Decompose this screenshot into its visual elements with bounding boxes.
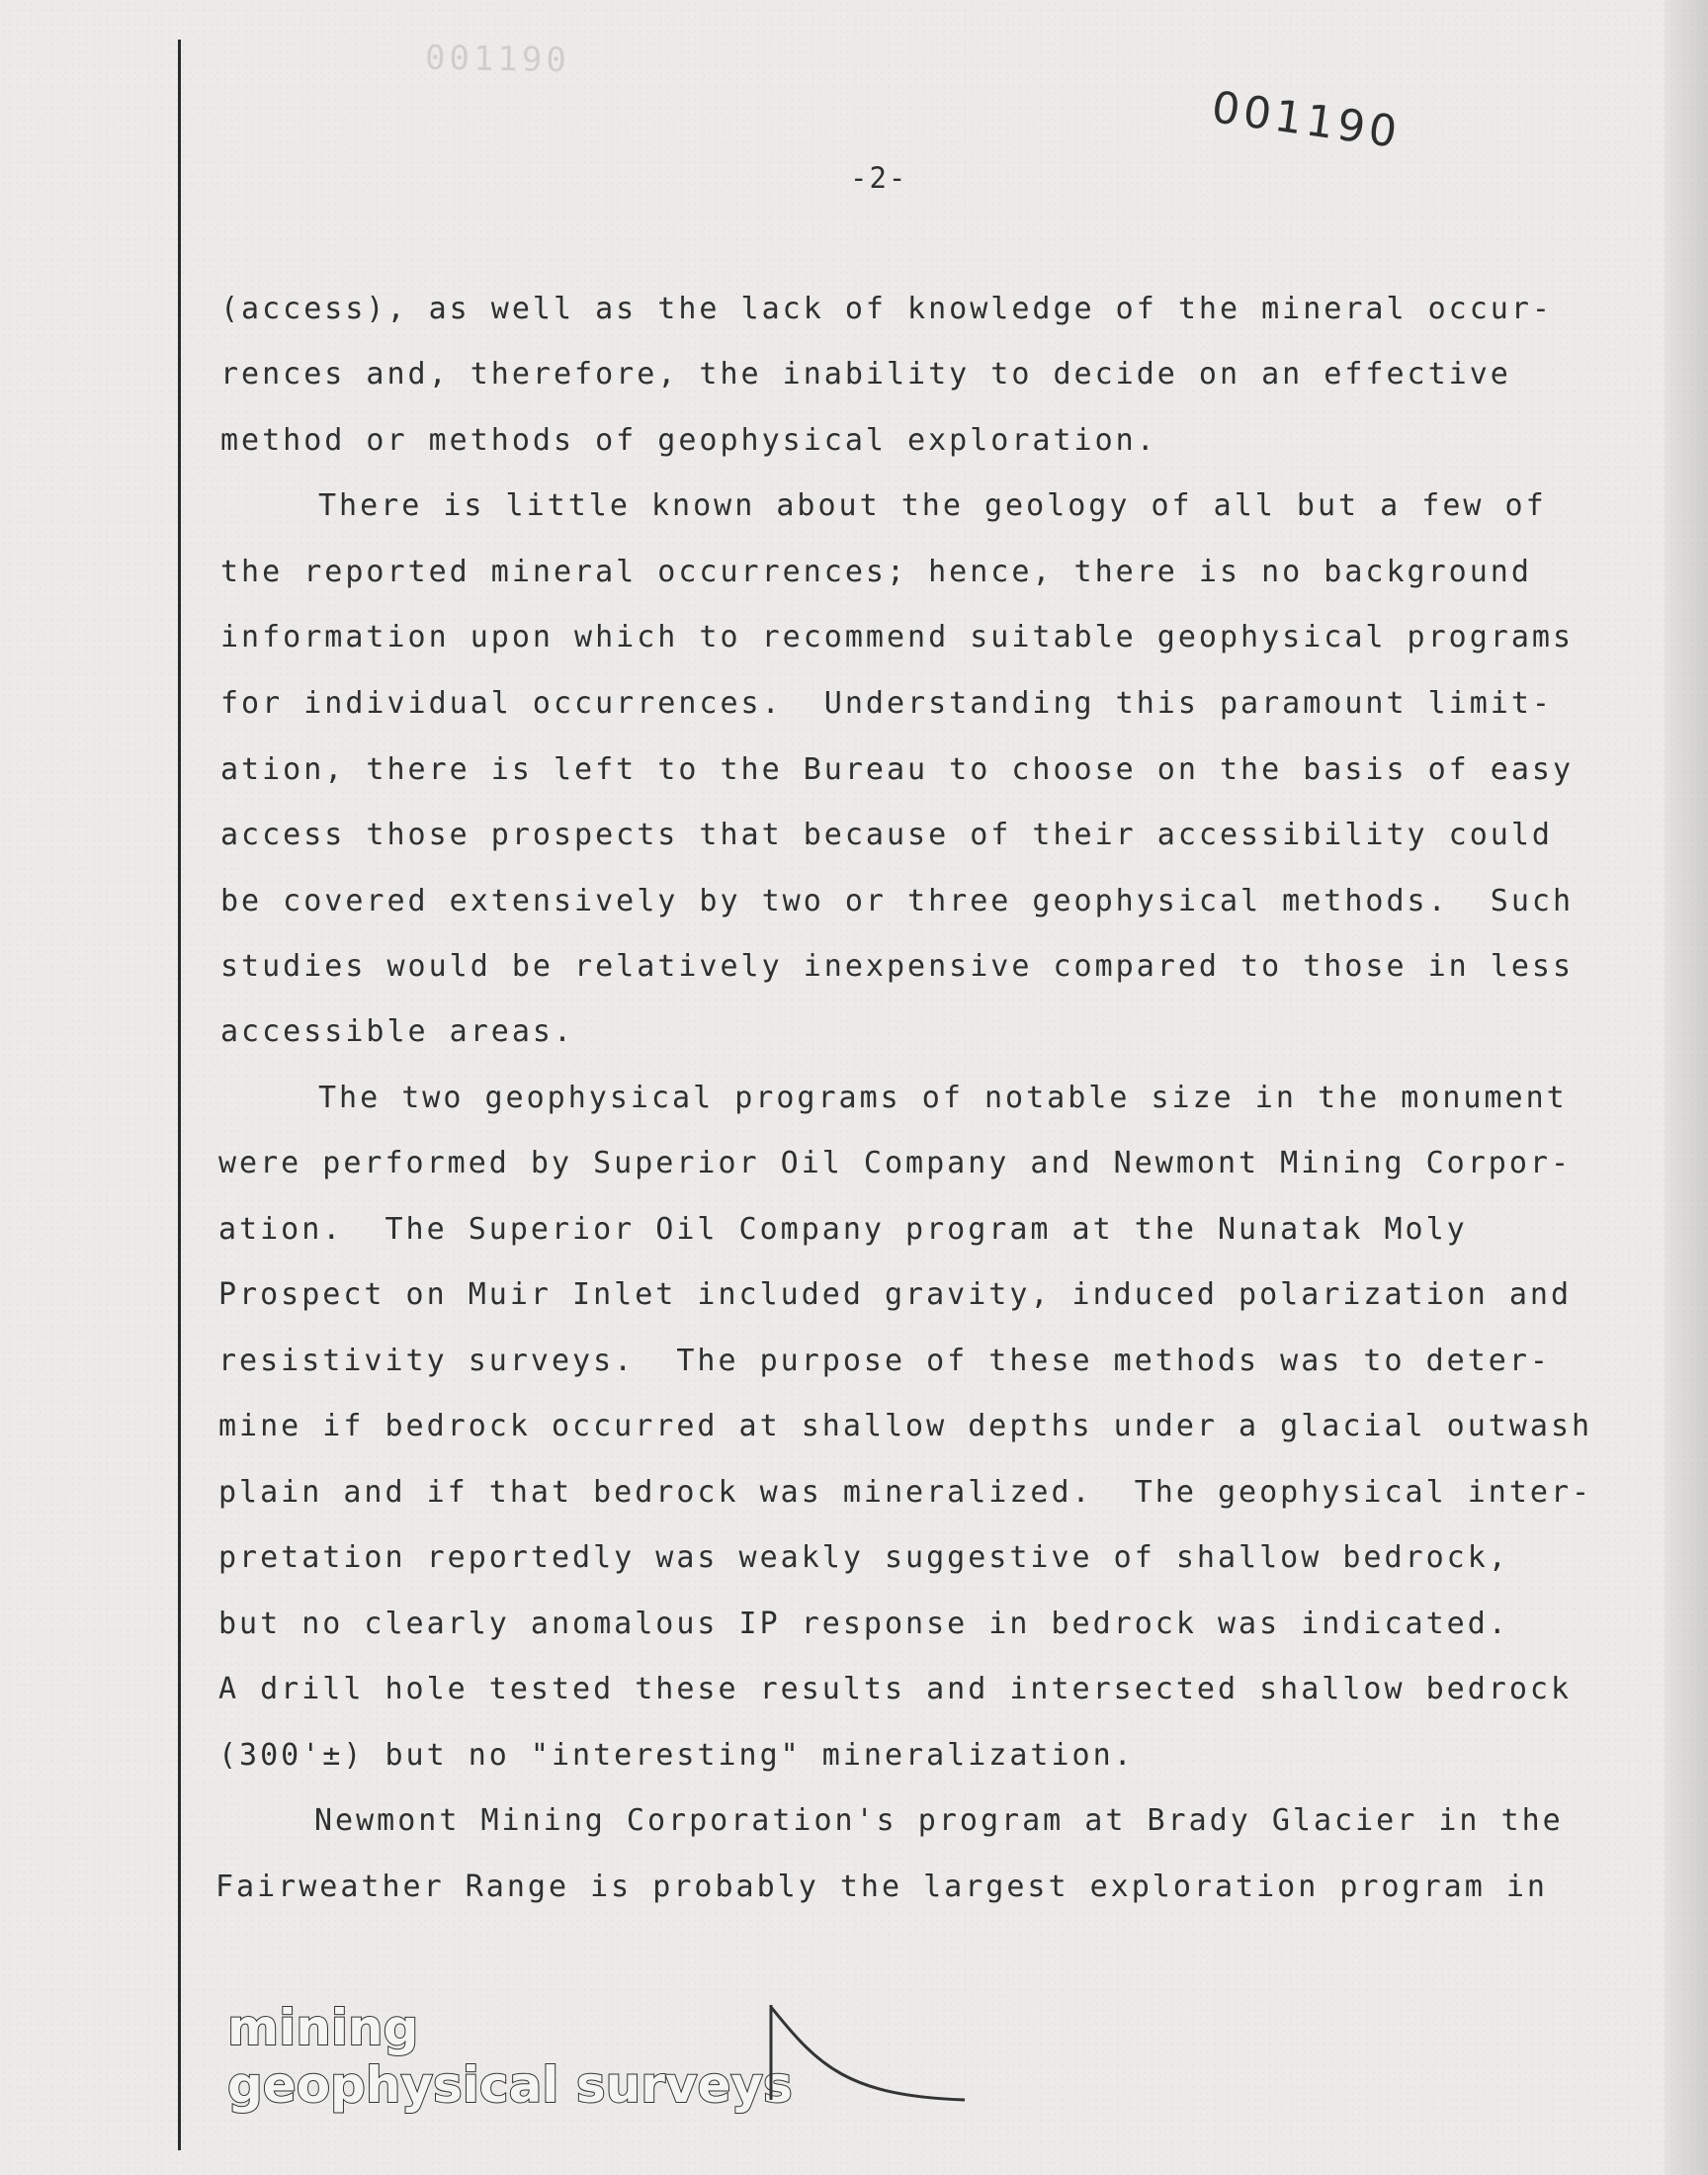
text-line: resistivity surveys. The purpose of these methods was to deter- <box>218 1344 1551 1378</box>
scan-edge-shadow <box>1665 0 1708 2175</box>
text-line: accessible areas. <box>220 1014 575 1049</box>
text-line: Prospect on Muir Inlet included gravity, induced polarization and <box>218 1277 1572 1312</box>
text-line: The two geophysical programs of notable size in the monument <box>318 1081 1568 1115</box>
text-line: (300'±) but no "interesting" mineralization. <box>218 1738 1135 1773</box>
text-line: ation. The Superior Oil Company program at the Nunatak Moly <box>218 1212 1468 1247</box>
faint-show-through-number: 001190 <box>424 38 571 81</box>
text-line: were performed by Superior Oil Company and Newmont Mining Corpor- <box>218 1146 1572 1180</box>
text-line: pretation reportedly was weakly suggestive of shallow bedrock, <box>218 1540 1509 1575</box>
text-line: the reported mineral occurrences; hence, there is no background <box>220 555 1532 589</box>
text-line: A drill hole tested these results and intersected shallow bedrock <box>218 1672 1572 1706</box>
text-line: (access), as well as the lack of knowledge of the mineral occur- <box>220 292 1553 326</box>
text-line: plain and if that bedrock was mineralized. The geophysical inter- <box>218 1475 1593 1510</box>
text-line: information upon which to recommend suitable geophysical programs <box>220 620 1574 654</box>
text-line: Fairweather Range is probably the largest exploration program in <box>215 1870 1548 1904</box>
text-line: but no clearly anomalous IP response in bedrock was indicated. <box>218 1607 1509 1641</box>
text-line: for individual occurrences. Understanding this paramount limit- <box>220 686 1553 721</box>
left-margin-rule <box>178 40 181 2150</box>
text-line: access those prospects that because of their accessibility could <box>220 818 1553 852</box>
logo-wordmark-line1: mining <box>227 1999 419 2056</box>
text-line: There is little known about the geology of all but a few of <box>318 488 1547 523</box>
text-line: ation, there is left to the Bureau to choose on the basis of easy <box>220 752 1574 787</box>
text-line: rences and, therefore, the inability to decide on an effective <box>220 357 1511 392</box>
logo-wordmark-line2: geophysical surveys <box>227 2056 793 2114</box>
text-line: be covered extensively by two or three geophysical methods. Such <box>220 884 1574 918</box>
page-number: -2- <box>850 161 908 195</box>
company-logo <box>227 1999 979 2128</box>
text-line: method or methods of geophysical exploration. <box>220 423 1157 458</box>
document-control-number: 001190 <box>1208 82 1405 159</box>
decay-curve-icon <box>759 1997 977 2106</box>
text-line: mine if bedrock occurred at shallow depths under a glacial outwash <box>218 1409 1593 1443</box>
text-line: studies would be relatively inexpensive compared to those in less <box>220 949 1574 984</box>
text-line: Newmont Mining Corporation's program at Brady Glacier in the <box>314 1803 1564 1838</box>
